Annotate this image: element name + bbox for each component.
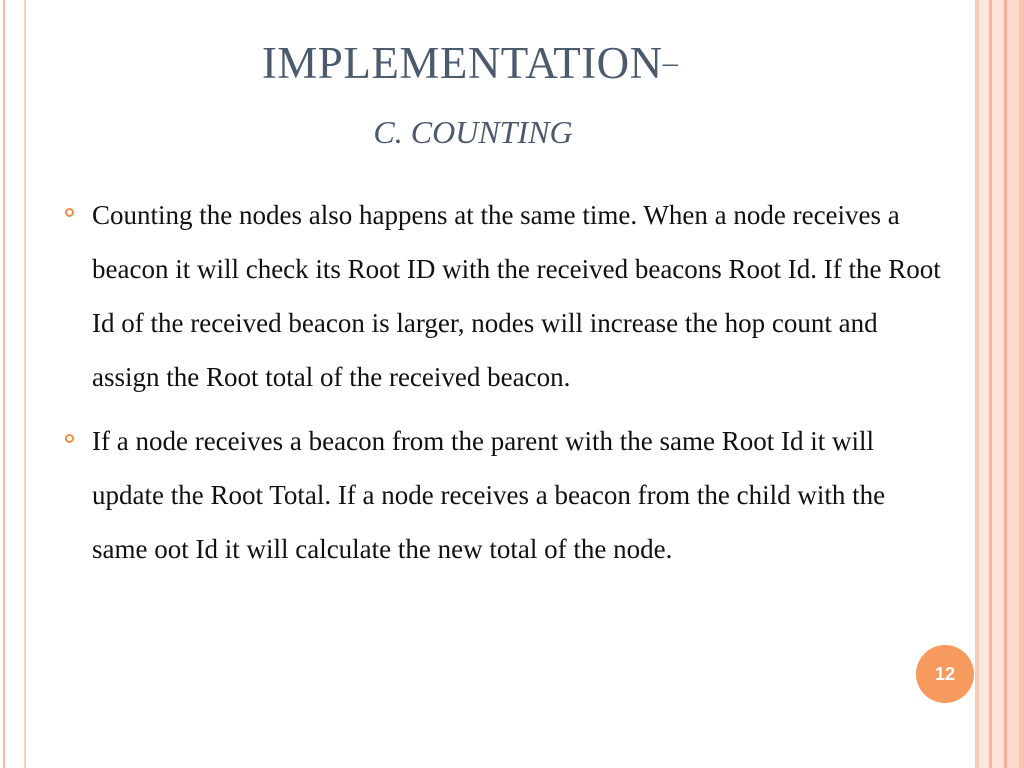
bullet-text: Counting the nodes also happens at the same time. When a node receives a beacon it will check its Root ID with the received beacons Root Id. If the Root Id of the received beacon is larger, nodes will increase the hop count and assign the Root total of the received beacon. xyxy=(92,200,941,392)
bullet-item xyxy=(64,414,944,576)
slide-title xyxy=(0,34,940,152)
bullet-item xyxy=(64,188,944,404)
title-main-line xyxy=(0,34,940,92)
decorative-stripe xyxy=(1019,0,1024,768)
bullet-list xyxy=(64,188,944,586)
bullet-circle-icon xyxy=(65,434,74,443)
decorative-stripe xyxy=(1007,0,1019,768)
bullet-circle-icon xyxy=(65,208,74,217)
slide-subtitle: C. COUNTING xyxy=(373,114,573,150)
page-number-badge: 12 xyxy=(916,645,974,703)
title-text: IMPLEMENTATION xyxy=(261,38,663,88)
bullet-text: If a node receives a beacon from the parent with the same Root Id it will update the Root Total. If a node receives a beacon from the child with the same oot Id it will calculate the new total of the node. xyxy=(92,426,886,564)
title-dash: – xyxy=(662,46,679,79)
decorative-stripe xyxy=(979,0,989,768)
decorative-stripe xyxy=(992,0,1004,768)
